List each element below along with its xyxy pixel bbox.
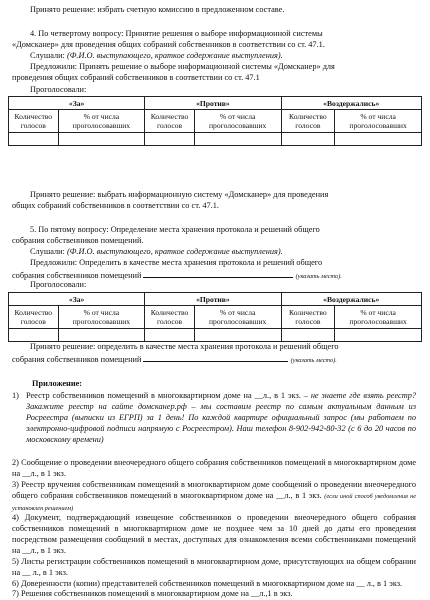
vote-col-percent: % от числа проголосовавших bbox=[58, 110, 145, 133]
question-5-voted-label: Проголосовали: bbox=[30, 280, 87, 289]
question-4-heading-cont: «Домсканер» для проведения общих собраний собственников в соответствии со ст. 47.1. bbox=[12, 40, 325, 49]
vote-cell bbox=[194, 133, 281, 146]
question-4-proposed-cont: проведения общих собраний собственников в соответствии со ст. 47.1 bbox=[12, 73, 260, 82]
appendix-item-5: 5) Листы регистрации собственников помещений в многоквартирном доме, присутствующих на общем собрании на __ л., в 1 экз. bbox=[12, 557, 416, 577]
place-blank bbox=[143, 268, 293, 278]
question-5-heard: Слушали: (Ф.И.О. выступающего, краткое содержание выступления). bbox=[30, 247, 283, 256]
vote-col-percent: % от числа проголосовавших bbox=[194, 306, 281, 329]
vote-col-percent: % от числа проголосовавших bbox=[335, 306, 422, 329]
vote-col-percent: % от числа проголосовавших bbox=[58, 306, 145, 329]
vote-header-against: «Против» bbox=[145, 97, 281, 110]
vote-cell bbox=[58, 133, 145, 146]
decision-5: Принято решение: определить в качестве места хранения протокола и решений общего bbox=[30, 342, 339, 351]
vote-cell bbox=[281, 329, 335, 342]
decision-counting-commission: Принято решение: избрать счетную комиссию в предложенном составе. bbox=[30, 5, 285, 14]
vote-cell bbox=[9, 329, 59, 342]
appendix-item-3: 3) Реестр вручения собственникам помещений в многоквартирном доме сообщений о проведении внеочередного общего собрания собственников помещений в многоквартирном доме на __л., в 1 экз. (если иной способ уведомления не установлен решением) bbox=[12, 480, 417, 512]
vote-col-count: Количество голосов bbox=[281, 306, 335, 329]
appendix-item-2: 2) Сообщение о проведении внеочередного общего собрания собственников помещений в многоквартирном доме на __л., в 1 экз. bbox=[12, 458, 416, 478]
vote-cell bbox=[194, 329, 281, 342]
decision-5-cont: собрания собственников помещений (указать место). bbox=[12, 352, 337, 366]
question-5-heading-cont: собрания собственников помещений. bbox=[12, 236, 144, 245]
place-blank bbox=[143, 352, 288, 362]
question-5-proposed: Предложили: Определить в качестве места хранения протокола и решений общего bbox=[30, 258, 323, 267]
vote-cell bbox=[145, 329, 195, 342]
appendix-item-4: 4) Документ, подтверждающий извещение собственников о проведении внеочередного общего собрания собственников помещений в многоквартирном доме не позднее чем за 10 дней до даты его проведения посредством размещения сообщений в местах, доступных для ознакомления всеми собственниками помещений на __л., в 1 экз. bbox=[12, 513, 416, 555]
vote-col-percent: % от числа проголосовавших bbox=[335, 110, 422, 133]
vote-cell bbox=[281, 133, 335, 146]
vote-col-percent: % от числа проголосовавших bbox=[194, 110, 281, 133]
vote-table-question-5 bbox=[8, 292, 422, 342]
vote-header-abstained: «Воздержались» bbox=[281, 97, 421, 110]
vote-col-count: Количество голосов bbox=[281, 110, 335, 133]
appendix-title: Приложение: bbox=[32, 379, 83, 388]
question-5-heading: 5. По пятому вопросу: Определение места хранения протокола и решений общего bbox=[30, 225, 320, 234]
vote-header-against: «Против» bbox=[145, 293, 281, 306]
question-4-voted-label: Проголосовали: bbox=[30, 85, 87, 94]
vote-cell bbox=[9, 133, 59, 146]
vote-table-question-4 bbox=[8, 96, 422, 146]
question-5-proposed-cont: собрания собственников помещений (указать место). bbox=[12, 268, 342, 282]
vote-col-count: Количество голосов bbox=[9, 306, 59, 329]
vote-cell bbox=[58, 329, 145, 342]
vote-cell bbox=[145, 133, 195, 146]
decision-4: Принято решение: выбрать информационную систему «Домсканер» для проведения bbox=[30, 190, 329, 199]
appendix-item-6: 6) Доверенности (копии) представителей собственников помещений в многоквартирном доме на __ л., в 1 экз. bbox=[12, 579, 403, 588]
vote-col-count: Количество голосов bbox=[145, 306, 195, 329]
vote-col-count: Количество голосов bbox=[145, 110, 195, 133]
question-4-heading: 4. По четвертому вопросу: Принятие решения о выборе информационной системы bbox=[30, 29, 323, 38]
vote-col-count: Количество голосов bbox=[9, 110, 59, 133]
vote-cell bbox=[335, 133, 422, 146]
question-4-heard: Слушали: (Ф.И.О. выступающего, краткое содержание выступления). bbox=[30, 51, 283, 60]
question-4-proposed: Предложили: Принять решение о выборе информационной системы «Домсканер» для bbox=[30, 62, 335, 71]
decision-4-cont: общих собраний собственников в соответствии со ст. 47.1. bbox=[12, 201, 219, 210]
vote-header-for: «За» bbox=[9, 97, 145, 110]
appendix-item-7: 7) Решения собственников помещений в многоквартирном доме на __л.,1 в экз. bbox=[12, 589, 293, 598]
vote-cell bbox=[335, 329, 422, 342]
vote-header-for: «За» bbox=[9, 293, 145, 306]
appendix-item-1: 1) Реестр собственников помещений в многоквартирном доме на __л., в 1 экз. – не знаете где взять реестр? Закажите реестр на сайте домсканер.рф – мы составим реестр по самым актуальным данным из Росреестра (выписки из ЕГРП) за 1 день! По каждой квартире официальный запрос (мы работаем по электронно-цифровой подписи напрямую с Росреестром). Наш телефон 8-902-942-80-32 (с 6 до 20 часов по московскому времени) bbox=[12, 391, 416, 444]
vote-header-abstained: «Воздержались» bbox=[281, 293, 421, 306]
